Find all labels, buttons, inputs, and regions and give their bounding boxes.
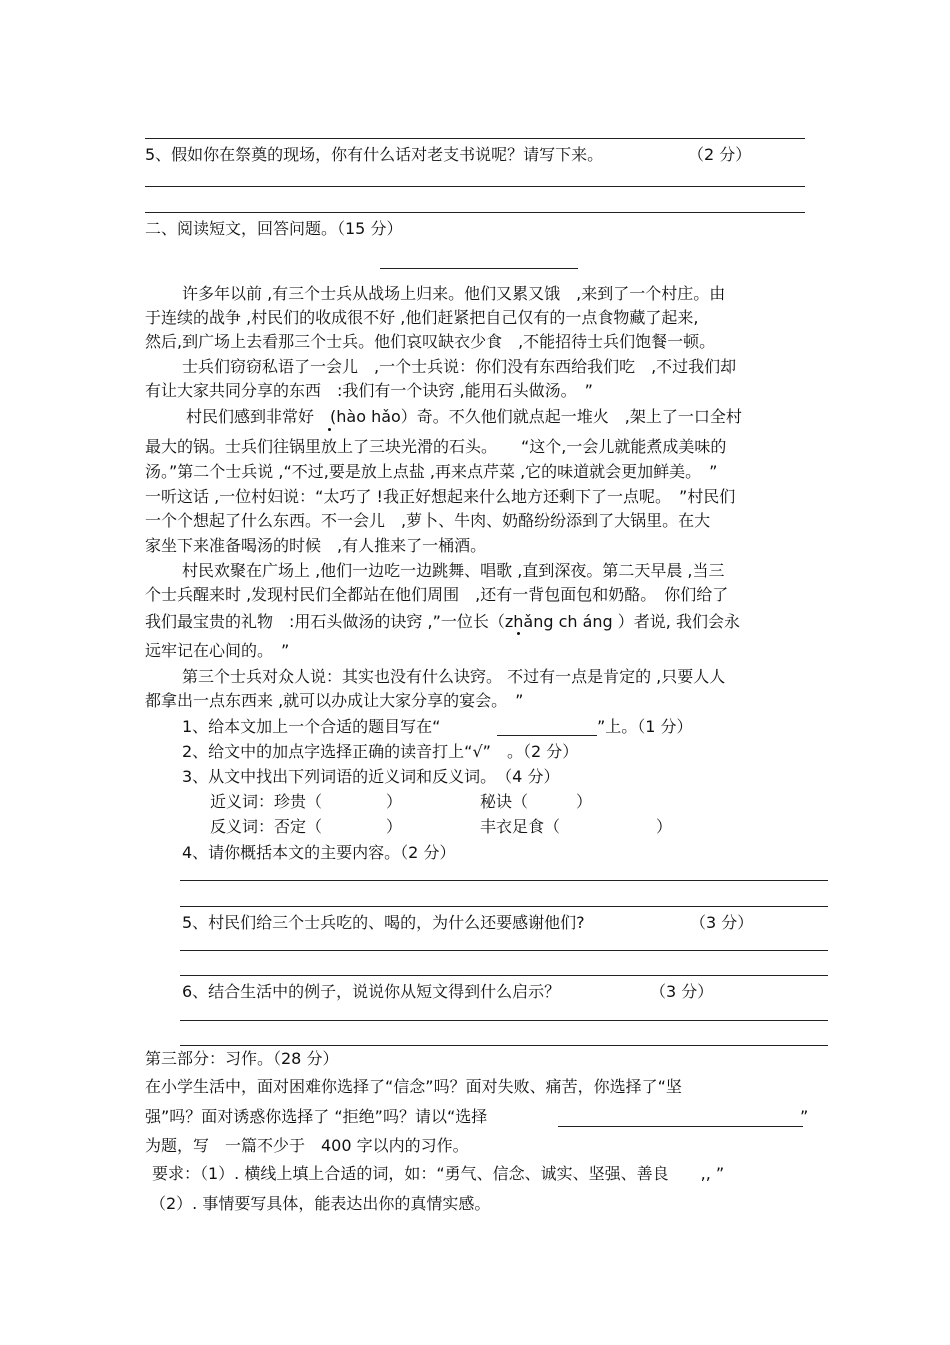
passage-line: 远牢记在心间的。 ” — [145, 641, 290, 660]
passage-line: 一个个想起了什么东西。不一会儿 ,萝卜、牛肉、奶酪纷纷添到了大锅里。在大 — [145, 511, 711, 530]
passage-line: 士兵们窃窃私语了一会儿 ,一个士兵说：你们没有东西给我们吃 ,不过我们却 — [182, 357, 737, 376]
question-2: 2、给文中的加点字选择正确的读音打上“√” 。（2 分） — [182, 742, 579, 761]
antonym-plenty: 丰衣足食（ ） — [480, 817, 673, 836]
passage-line: 村民们感到非常好 (hào hǎo）奇。不久他们就点起一堆火 ,架上了一口全村 — [186, 407, 742, 426]
passage-line: 家坐下来准备喝汤的时候 ,有人推来了一桶酒。 — [145, 536, 487, 555]
answer-line[interactable] — [180, 1020, 828, 1021]
question-1-end: ”上。（1 分） — [597, 717, 693, 736]
section-2-heading: 二、阅读短文，回答问题。（15 分） — [145, 219, 403, 238]
answer-line[interactable] — [180, 950, 828, 951]
answer-line[interactable] — [180, 880, 828, 881]
antonym-deny: 反义词：否定（ ） — [210, 817, 403, 836]
passage-line: 第三个士兵对众人说：其实也没有什么诀窍。 不过有一点是肯定的 ,只要人人 — [182, 667, 726, 686]
essay-prompt-quote: ” — [800, 1107, 809, 1126]
question-3: 3、从文中找出下列词语的近义词和反义词。 （4 分） — [182, 767, 560, 786]
title-blank-line — [380, 268, 578, 269]
question-6: 6、结合生活中的例子，说说你从短文得到什么启示？ — [182, 982, 561, 1001]
essay-prompt-line: 为题，写 一篇不少于 400 字以内的习作。 — [145, 1136, 469, 1155]
question-6-score: （3 分） — [650, 982, 714, 1001]
question-5-score: （3 分） — [690, 913, 754, 932]
passage-line: 我们最宝贵的礼物 :用石头做汤的诀窍 ,”一位长（zhǎng ch áng ）者说, 我们会永 — [145, 612, 740, 631]
passage-line: 许多年以前 ,有三个士兵从战场上归来。他们又累又饿 ,来到了一个村庄。由 — [182, 284, 726, 303]
passage-line: 最大的锅。士兵们往锅里放上了三块光滑的石头。 “这个,一会儿就能煮成美味的 — [145, 437, 727, 456]
question-5: 5、村民们给三个士兵吃的、喝的，为什么还要感谢他们? — [182, 913, 585, 932]
emphasis-dot — [328, 428, 331, 431]
answer-line[interactable] — [180, 1045, 828, 1046]
answer-line — [145, 212, 805, 213]
answer-line — [145, 186, 805, 187]
section-3-heading: 第三部分：习作。（28 分） — [145, 1049, 339, 1068]
question-4: 4、请你概括本文的主要内容。（2 分） — [182, 843, 456, 862]
synonym-secret: 秘诀（ ） — [480, 792, 593, 811]
question-5-prev-score: （2 分） — [688, 145, 752, 164]
question-1-blank[interactable] — [497, 735, 597, 736]
passage-line: 个士兵醒来时 ,发现村民们全都站在他们周围 ,还有一背包面包和奶酪。 你们给了 — [145, 585, 729, 604]
answer-line[interactable] — [180, 975, 828, 976]
essay-requirement-1: 要求：（1）. 横线上填上合适的词，如：“勇气、信念、诚实、坚强、善良 ,, ” — [152, 1164, 725, 1183]
passage-line: 一听这话 ,一位村妇说：“太巧了 !我正好想起来什么地方还剩下了一点呢。 ”村民们 — [145, 487, 736, 506]
answer-line[interactable] — [180, 906, 828, 907]
question-1: 1、给本文加上一个合适的题目写在“ — [182, 717, 441, 736]
essay-prompt-line: 在小学生活中，面对困难你选择了“信念”吗？面对失败、痛苦，你选择了“坚 — [145, 1077, 682, 1096]
essay-title-blank[interactable] — [558, 1126, 803, 1127]
answer-line — [145, 138, 805, 139]
passage-line: 汤。”第二个士兵说 ,“不过,要是放上点盐 ,再来点芹菜 ,它的味道就会更加鲜美。 ” — [145, 462, 718, 481]
passage-line: 都拿出一点东西来 ,就可以办成让大家分享的宴会。 ” — [145, 691, 524, 710]
synonym-precious: 近义词：珍贵（ ） — [210, 792, 403, 811]
passage-line: 有让大家共同分享的东西 :我们有一个诀窍 ,能用石头做汤。 ” — [145, 381, 593, 400]
essay-requirement-2: （2）. 事情要写具体，能表达出你的真情实感。 — [150, 1194, 491, 1213]
question-5-prev: 5、假如你在祭奠的现场，你有什么话对老支书说呢？请写下来。 — [145, 145, 604, 164]
essay-prompt-line: 强”吗？面对诱惑你选择了 “拒绝”吗？请以“选择 — [145, 1107, 488, 1126]
passage-line: 然后,到广场上去看那三个士兵。他们哀叹缺衣少食 ,不能招待士兵们饱餐一顿。 — [145, 332, 716, 351]
passage-line: 于连续的战争 ,村民们的收成很不好 ,他们赶紧把自己仅有的一点食物藏了起来, — [145, 308, 699, 327]
passage-line: 村民欢聚在广场上 ,他们一边吃一边跳舞、唱歌 ,直到深夜。第二天早晨 ,当三 — [182, 561, 725, 580]
emphasis-dot — [517, 632, 520, 635]
